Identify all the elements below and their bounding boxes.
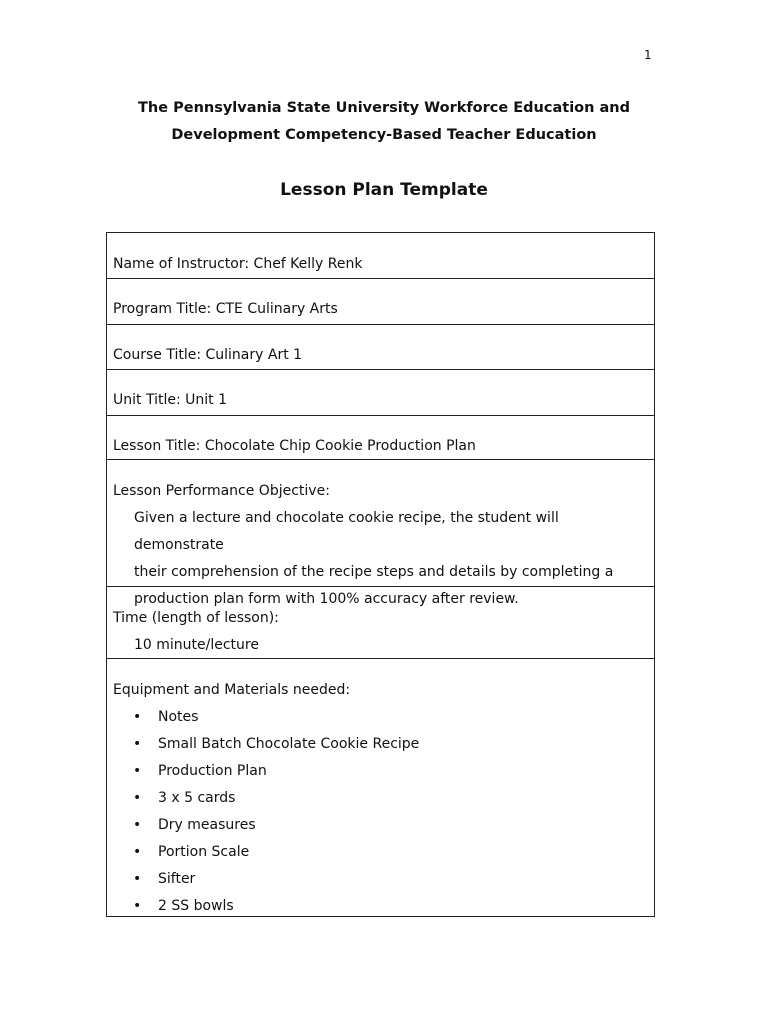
list-item: [113, 785, 648, 812]
time-value: 10 minute/lecture: [134, 637, 259, 653]
institution-header-line-2: Development Competency-Based Teacher Education: [171, 127, 597, 143]
list-item: [113, 866, 648, 893]
bullet-icon: •: [133, 844, 142, 860]
bullet-icon: •: [133, 817, 142, 833]
objective-line: their comprehension of the recipe steps and details by completing a: [134, 564, 614, 580]
lesson-text: Lesson Title: Chocolate Chip Cookie Production Plan: [113, 438, 476, 454]
material-name: Portion Scale: [158, 844, 250, 860]
bullet-icon: •: [133, 709, 142, 725]
material-name: Production Plan: [158, 763, 267, 779]
instructor-row: [107, 233, 654, 278]
institution-header-line-1: The Pennsylvania State University Workforce Education and: [138, 100, 630, 116]
program-row: [107, 278, 654, 324]
instructor-text: Name of Instructor: Chef Kelly Renk: [113, 256, 363, 272]
program-text: Program Title: CTE Culinary Arts: [113, 301, 338, 317]
unit-text: Unit Title: Unit 1: [113, 392, 227, 408]
objective-label: Lesson Performance Objective:: [113, 483, 330, 499]
material-name: 3 x 5 cards: [158, 790, 236, 806]
material-name: 2 SS bowls: [158, 898, 234, 914]
course-text: Course Title: Culinary Art 1: [113, 347, 303, 363]
material-name: Small Batch Chocolate Cookie Recipe: [158, 736, 420, 752]
bullet-icon: •: [133, 871, 142, 887]
list-item: [113, 893, 648, 920]
objective-line: production plan form with 100% accuracy after review.: [134, 591, 519, 607]
document-title: Lesson Plan Template: [280, 180, 488, 200]
lesson-plan-table: [106, 232, 655, 917]
list-item: [113, 731, 648, 758]
equipment-label: Equipment and Materials needed:: [113, 682, 351, 698]
equipment-row: [107, 658, 654, 916]
objective-line: Given a lecture and chocolate cookie recipe, the student will demonstrate: [134, 510, 559, 553]
unit-row: [107, 369, 654, 415]
bullet-icon: •: [133, 898, 142, 914]
materials-list: [113, 704, 648, 920]
material-name: Sifter: [158, 871, 196, 887]
list-item: [113, 704, 648, 731]
objective-row: [107, 459, 654, 607]
material-name: Notes: [158, 709, 199, 725]
course-row: [107, 324, 654, 369]
institution-header: [0, 95, 768, 149]
time-label: Time (length of lesson):: [113, 610, 279, 626]
bullet-icon: •: [133, 763, 142, 779]
lesson-row: [107, 415, 654, 459]
list-item: [113, 758, 648, 785]
page-number: 1: [644, 48, 652, 62]
bullet-icon: •: [133, 736, 142, 752]
material-name: Dry measures: [158, 817, 256, 833]
list-item: [113, 839, 648, 866]
bullet-icon: •: [133, 790, 142, 806]
list-item: [113, 812, 648, 839]
